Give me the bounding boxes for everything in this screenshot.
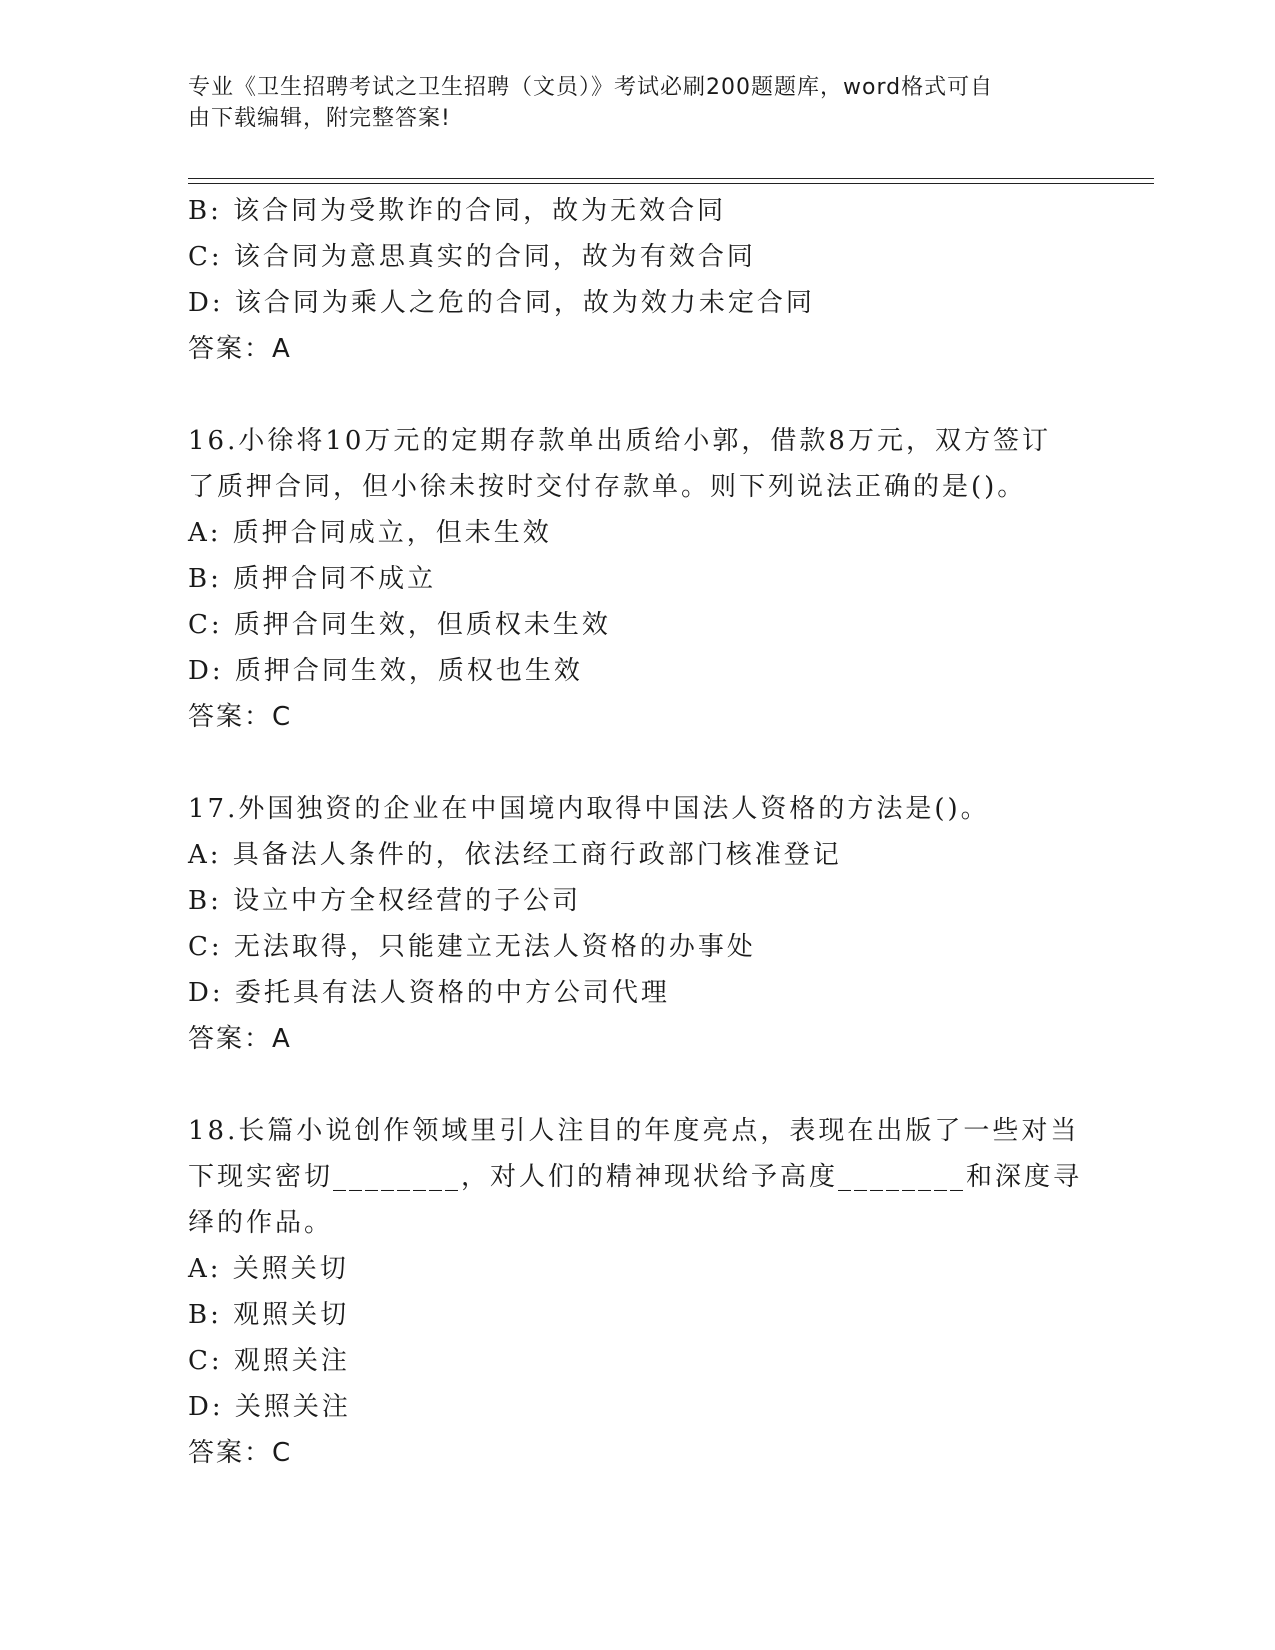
question-text-line: 18.长篇小说创作领域里引人注目的年度亮点，表现在出版了一些对当 xyxy=(188,1116,1080,1146)
option-c: C: 质押合同生效，但质权未生效 xyxy=(188,610,611,640)
question-text-line: 下现实密切________，对人们的精神现状给予高度________和深度寻 xyxy=(188,1162,1083,1192)
option-d: D: 关照关注 xyxy=(188,1392,351,1422)
option-b: B: 观照关切 xyxy=(188,1300,350,1330)
option-d: D: 该合同为乘人之危的合同，故为效力未定合同 xyxy=(188,288,815,318)
option-c: C: 无法取得，只能建立无法人资格的办事处 xyxy=(188,932,756,962)
answer: 答案：C xyxy=(188,1438,293,1468)
previous-question-tail xyxy=(188,188,1088,372)
option-a: A: 具备法人条件的，依法经工商行政部门核准登记 xyxy=(188,840,842,870)
header-divider-top xyxy=(188,178,1154,179)
header-line-2: 由下载编辑，附完整答案! xyxy=(188,106,451,131)
question-18 xyxy=(188,1108,1088,1476)
option-d: D: 委托具有法人资格的中方公司代理 xyxy=(188,978,670,1008)
spacer xyxy=(188,372,1088,418)
option-b: B: 质押合同不成立 xyxy=(188,564,437,594)
answer: 答案：C xyxy=(188,702,293,732)
option-c: C: 观照关注 xyxy=(188,1346,350,1376)
spacer xyxy=(188,740,1088,786)
question-text-line: 16.小徐将10万元的定期存款单出质给小郭，借款8万元，双方签订 xyxy=(188,426,1051,456)
option-b: B: 设立中方全权经营的子公司 xyxy=(188,886,582,916)
header-line-1: 专业《卫生招聘考试之卫生招聘（文员）》考试必刷200题题库，word格式可自 xyxy=(188,75,994,100)
answer: 答案：A xyxy=(188,1024,292,1054)
question-16 xyxy=(188,418,1088,740)
question-text-line: 绎的作品。 xyxy=(188,1208,334,1238)
question-text-line: 了质押合同，但小徐未按时交付存款单。则下列说法正确的是()。 xyxy=(188,472,1027,502)
option-a: A: 关照关切 xyxy=(188,1254,349,1284)
option-c: C: 该合同为意思真实的合同，故为有效合同 xyxy=(188,242,756,272)
question-content xyxy=(188,188,1088,1476)
option-d: D: 质押合同生效，质权也生效 xyxy=(188,656,583,686)
answer: 答案：A xyxy=(188,334,292,364)
option-a: A: 质押合同成立，但未生效 xyxy=(188,518,552,548)
spacer xyxy=(188,1062,1088,1108)
question-text-line: 17.外国独资的企业在中国境内取得中国法人资格的方法是()。 xyxy=(188,794,990,824)
option-b: B: 该合同为受欺诈的合同，故为无效合同 xyxy=(188,196,727,226)
header-divider-bottom xyxy=(188,183,1154,184)
question-17 xyxy=(188,786,1088,1062)
document-header xyxy=(188,72,1088,134)
